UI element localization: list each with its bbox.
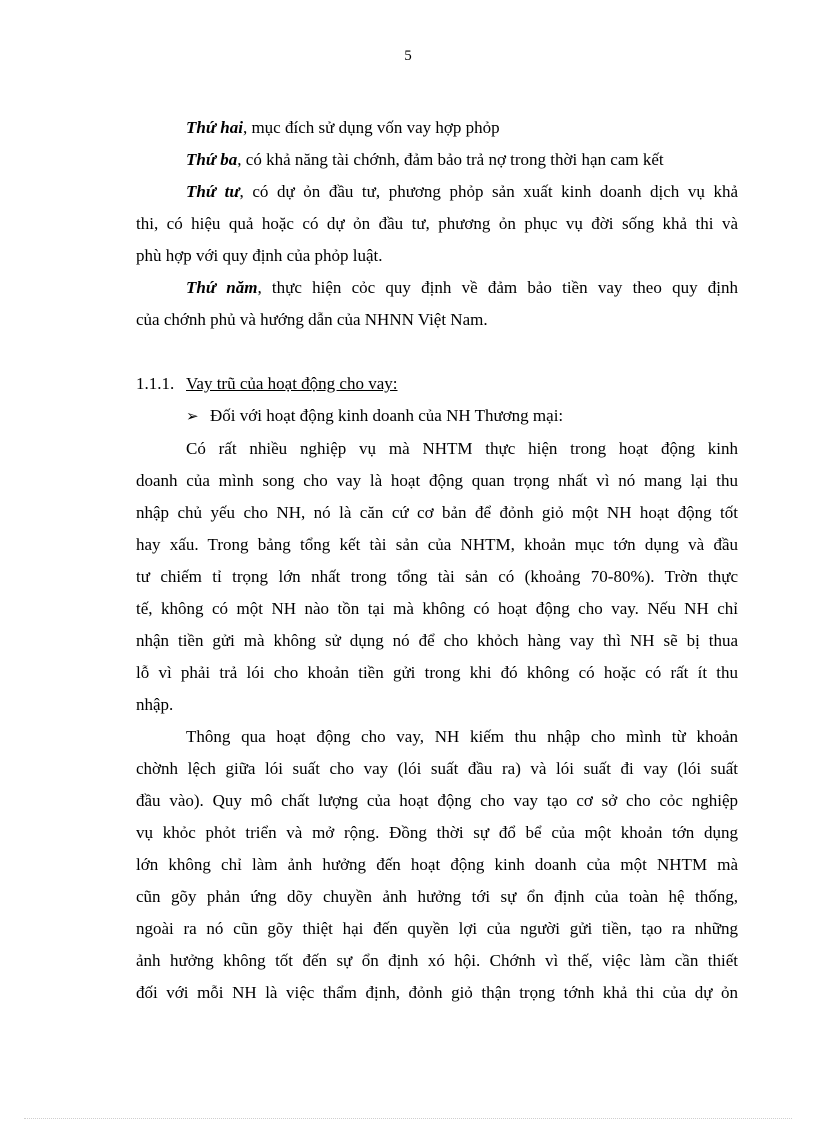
criterion-third (136, 144, 738, 176)
criterion-fifth-text-1: , thực hiện cỏc quy định về đảm bảo tiền vay theo quy định (257, 278, 739, 297)
paragraph-line: hay xấu. Trong bảng tổng kết tài sản của NHTM, khoản mục tớn dụng và đầu (136, 535, 738, 554)
criterion-fifth-line (136, 272, 738, 304)
blank-line (136, 336, 738, 368)
paragraph-line: ảnh hưởng không tốt đến sự ổn định xó hội. Chớnh vì thế, việc làm cần thiết (136, 951, 738, 970)
document-body (136, 112, 738, 1009)
criterion-fifth-text-2: của chớnh phủ và hướng dẫn của NHNN Việt Nam. (136, 310, 488, 329)
bullet-item (136, 400, 738, 433)
paragraph-line: tư chiếm tỉ trọng lớn nhất trong tổng tài sản có (khoảng 70-80%). Trờn thực (136, 567, 738, 586)
paragraph-line: nhập. (136, 695, 174, 714)
paragraph-line: doanh của mình song cho vay là hoạt động quan trọng nhất vì nó mang lại thu (136, 471, 738, 490)
paragraph-line: chờnh lệch giữa lói suất cho vay (lói suất đầu ra) và lói suất đi vay (lói suất (136, 759, 738, 778)
arrow-bullet-icon: ➢ (186, 409, 199, 425)
criterion-fourth-line (136, 176, 738, 208)
criterion-fourth-text-3: phù hợp với quy định của phỏp luật. (136, 246, 383, 265)
criterion-third-text: , có khả năng tài chớnh, đảm bảo trả nợ trong thời hạn cam kết (237, 150, 664, 169)
paragraph-line: vụ khỏc phỏt triển và mở rộng. Đồng thời sự đổ bể của một khoản tớn dụng (136, 823, 738, 842)
criterion-second-label: Thứ hai (186, 118, 243, 137)
paragraph-loan-role (136, 433, 738, 721)
paragraph-line: lỗ vì phải trả lói cho khoản tiền gửi trong khi đó không có hoặc có rất ít thu (136, 663, 738, 682)
criterion-fourth-text-2: thi, có hiệu quả hoặc có dự ỏn đầu tư, phương ỏn phục vụ đời sống khả thi và (136, 214, 738, 233)
page-bottom-dotted-rule (24, 1118, 792, 1119)
criterion-second-text: , mục đích sử dụng vốn vay hợp phỏp (242, 118, 500, 137)
section-heading (136, 368, 738, 400)
paragraph-line: Thông qua hoạt động cho vay, NH kiếm thu nhập cho mình từ khoản (186, 727, 738, 746)
bullet-text: Đối với hoạt động kinh doanh của NH Thương mại: (210, 406, 564, 425)
criterion-second (136, 112, 738, 144)
paragraph-line: đối với mỗi NH là việc thẩm định, đỏnh giỏ thận trọng tớnh khả thi của dự ỏn (136, 983, 738, 1002)
criterion-fourth-label: Thứ tư (186, 182, 240, 201)
paragraph-line: nhận tiền gửi mà không sử dụng nó để cho khỏch hàng vay thì NH sẽ bị thua (136, 631, 738, 650)
criterion-fourth-text-1: , có dự ỏn đầu tư, phương phỏp sản xuất kinh doanh dịch vụ khả (239, 182, 738, 201)
paragraph-income (136, 721, 738, 1009)
section-title: Vay trũ của hoạt động cho vay: (186, 374, 398, 393)
section-number: 1.1.1. (136, 374, 175, 393)
paragraph-line: tế, không có một NH nào tồn tại mà không có hoạt động cho vay. Nếu NH chỉ (136, 599, 738, 618)
criterion-fifth-label: Thứ năm (186, 278, 258, 297)
paragraph-line: cũn gõy phản ứng dõy chuyền ảnh hưởng tới sự ổn định của toàn hệ thống, (136, 887, 738, 906)
paragraph-line: ngoài ra nó cũn gõy thiệt hại đến quyền lợi của người gửi tiền, tạo ra những (136, 919, 738, 938)
paragraph-line: Có rất nhiều nghiệp vụ mà NHTM thực hiện trong hoạt động kinh (186, 439, 738, 458)
page-number: 5 (404, 48, 412, 64)
criterion-third-label: Thứ ba (186, 150, 238, 169)
paragraph-line: đầu vào). Quy mô chất lượng của hoạt động cho vay tạo cơ sở cho cỏc nghiệp (136, 791, 738, 810)
paragraph-line: nhập chủ yếu cho NH, nó là căn cứ cơ bản để đỏnh giỏ một NH hoạt động tốt (136, 503, 738, 522)
paragraph-line: lớn không chỉ làm ảnh hưởng đến hoạt động kinh doanh của một NHTM mà (136, 855, 738, 874)
